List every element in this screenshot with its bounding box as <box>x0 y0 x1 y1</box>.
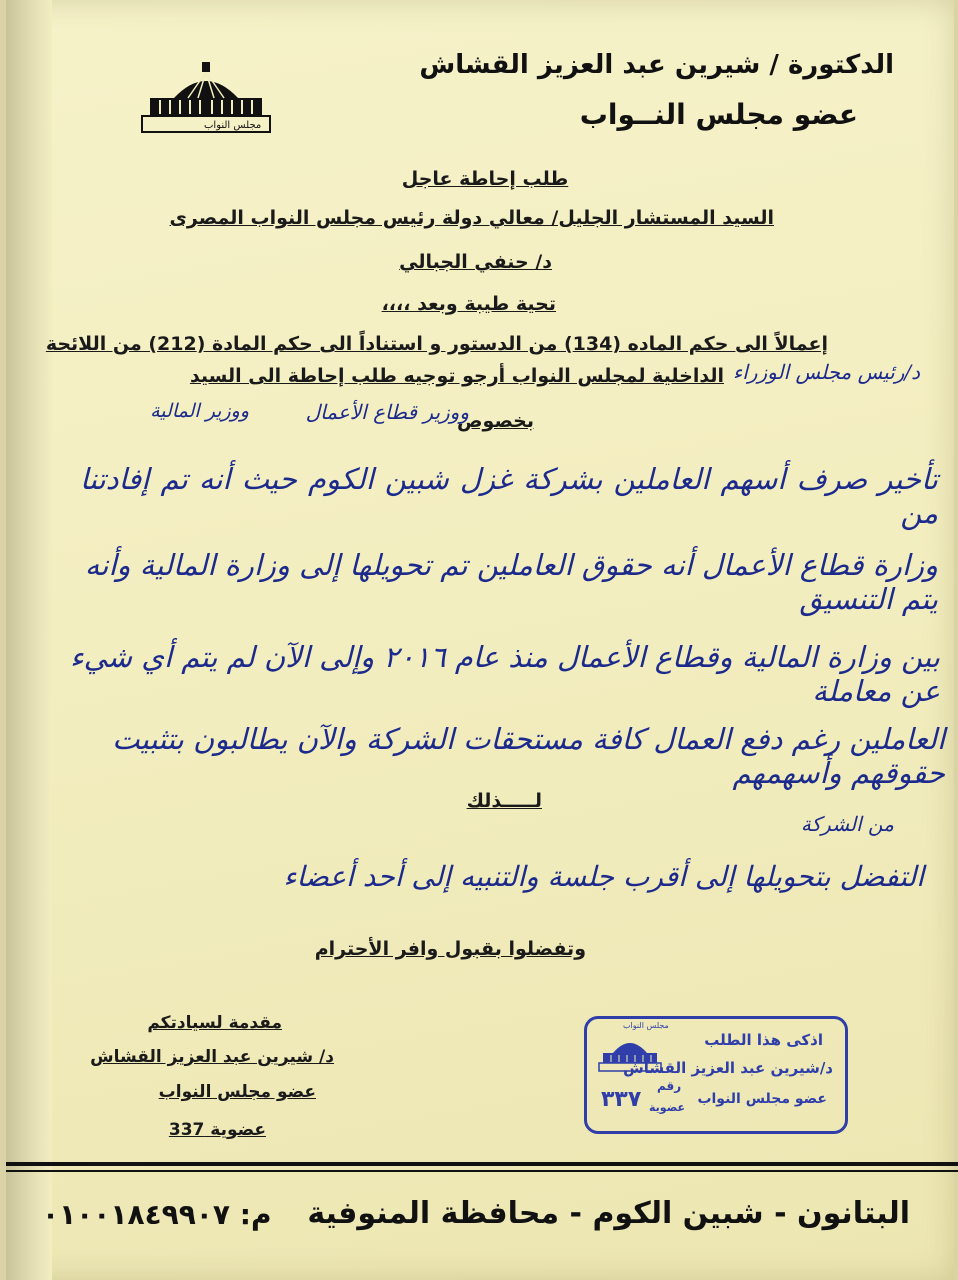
therefore-heading: لـــــذلك <box>466 790 542 812</box>
footer-address: البتانون - شبين الكوم - محافظة المنوفية <box>307 1196 910 1231</box>
stamp-line-3: عضو مجلس النواب <box>697 1091 827 1107</box>
stamp-line-1: اذكى هذا الطلب <box>704 1031 823 1049</box>
handwritten-line-4: العاملين رغم دفع العمال كافة مستحقات الشركة والآن يطالبون بتثبيت حقوقهم وأسهمهم <box>112 722 945 790</box>
document-sheet <box>6 0 954 1280</box>
signature-line-1: مقدمة لسيادتكم <box>147 1013 282 1033</box>
handwritten-line-1: تأخير صرف أسهم العاملين بشركة غزل شبين الكوم حيث أنه تم إفادتنا من <box>80 462 938 530</box>
handwritten-line-6: التفضل بتحويلها إلى أقرب جلسة والتنبيه إلى أحد أعضاء <box>283 860 924 893</box>
handwritten-line-2: وزارة قطاع الأعمال أنه حقوق العاملين تم تحويلها إلى وزارة المالية وأنه يتم التنسيق <box>84 548 938 616</box>
stamp-line-2: د/شيرين عبد العزيز القشاش <box>623 1059 833 1077</box>
greeting: تحية طيبة وبعد ،،،، <box>381 293 556 315</box>
signature-membership: عضوية 337 <box>168 1120 266 1140</box>
stamp-number: ٣٣٧ <box>601 1087 642 1112</box>
letterhead-role: عضو مجلس النــواب <box>579 98 858 131</box>
official-stamp <box>584 1016 848 1134</box>
stamp-membership-label: عضوية <box>649 1101 686 1114</box>
handwritten-ministry-finance: ووزير المالية <box>150 400 249 422</box>
document-title: طلب إحاطة عاجل <box>401 168 569 190</box>
footer-phone: م: ٠١٠٠١٨٤٩٩٠٧ <box>42 1198 272 1231</box>
stamp-number-label: رقم <box>657 1079 682 1093</box>
signature-name: د/ شيرين عبد العزيز القشاش <box>90 1047 334 1067</box>
salutation-1: السيد المستشار الجليل/ معالي دولة رئيس مجلس النواب المصرى <box>169 207 774 229</box>
closing-line: وتفضلوا بقبول وافر الأحترام <box>314 938 586 960</box>
handwritten-line-5: من الشركة <box>800 812 894 836</box>
salutation-2: د/ حنفي الجبالي <box>399 251 552 273</box>
logo-caption: مجلس النواب <box>204 120 262 131</box>
footer-rule-thin <box>6 1170 958 1172</box>
paragraph-1: إعمالاً الى حكم الماده (134) من الدستور و استناداً الى حكم المادة (212) من اللائحة <box>45 333 828 355</box>
stamp-top-text: مجلس النواب <box>623 1021 669 1030</box>
footer-rule <box>6 1162 958 1166</box>
subject-label: بخصوص <box>456 410 534 432</box>
handwritten-addressee: د/رئيس مجلس الوزراء <box>732 360 920 384</box>
handwritten-line-3: بين وزارة المالية وقطاع الأعمال منذ عام ٢٠١٦ وإلى الآن لم يتم أي شيء عن معاملة <box>69 640 940 708</box>
letterhead-name: الدكتورة / شيرين عبد العزيز القشاش <box>419 50 894 80</box>
paragraph-2: الداخلية لمجلس النواب أرجو توجيه طلب إحاطة الى السيد <box>189 365 724 387</box>
handwritten-ministry-sector: ووزير قطاع الأعمال <box>305 400 469 424</box>
signature-role: عضو مجلس النواب <box>158 1082 316 1102</box>
